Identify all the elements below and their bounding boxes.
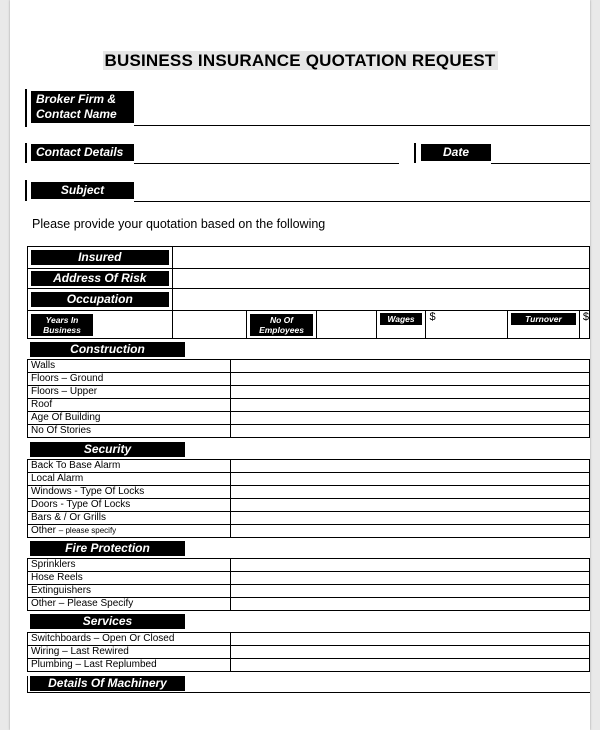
- construction-header: Construction: [30, 342, 185, 357]
- machinery-left-rule: [27, 676, 28, 692]
- document-page: [10, 0, 590, 730]
- table-row-label: Extinguishers: [28, 585, 231, 598]
- table-row-label: Wiring – Last Rewired: [28, 646, 231, 659]
- address-label: Address Of Risk: [31, 271, 169, 286]
- services-switchboards-input[interactable]: [231, 633, 590, 646]
- subject-left-rule: [25, 180, 27, 201]
- security-bars-input[interactable]: [231, 512, 590, 525]
- broker-field-line[interactable]: [134, 125, 590, 126]
- security-other-input[interactable]: [231, 525, 590, 538]
- address-input[interactable]: [172, 269, 589, 289]
- page-title: BUSINESS INSURANCE QUOTATION REQUEST: [104, 51, 496, 70]
- security-table: [27, 459, 590, 538]
- construction-walls-input[interactable]: [231, 360, 590, 373]
- table-row-label: Plumbing – Last Replumbed: [28, 659, 231, 672]
- services-table: [27, 632, 590, 672]
- table-row-label: Local Alarm: [28, 473, 231, 486]
- security-local-alarm-input[interactable]: [231, 473, 590, 486]
- date-field-line[interactable]: [491, 163, 590, 164]
- security-doors-input[interactable]: [231, 499, 590, 512]
- fire-protection-header: Fire Protection: [30, 541, 185, 556]
- insured-input[interactable]: [172, 247, 589, 269]
- table-row-label: No Of Stories: [28, 425, 231, 438]
- insured-label-cell: [28, 247, 173, 269]
- broker-left-rule: [25, 89, 27, 127]
- table-row-label: Switchboards – Open Or Closed: [28, 633, 231, 646]
- subject-field-line[interactable]: [134, 201, 590, 202]
- table-row-label: Windows - Type Of Locks: [28, 486, 231, 499]
- wages-input[interactable]: $: [426, 311, 508, 339]
- employees-label-cell: [247, 311, 317, 339]
- turnover-label-cell: [508, 311, 580, 339]
- services-plumbing-input[interactable]: [231, 659, 590, 672]
- machinery-header: Details Of Machinery: [30, 676, 185, 691]
- table-row-label: Roof: [28, 399, 231, 412]
- contact-left-rule: [25, 143, 27, 163]
- wages-label: Wages: [380, 313, 423, 325]
- services-header: Services: [30, 614, 185, 629]
- construction-age-input[interactable]: [231, 412, 590, 425]
- table-row-label: Floors – Upper: [28, 386, 231, 399]
- years-label: Years In Business: [31, 314, 93, 336]
- wages-label-cell: [376, 311, 426, 339]
- years-input[interactable]: [172, 311, 247, 339]
- fire-other-input[interactable]: [231, 598, 590, 611]
- construction-floors-ground-input[interactable]: [231, 373, 590, 386]
- address-label-cell: [28, 269, 173, 289]
- table-row-label: Sprinklers: [28, 559, 231, 572]
- risk-details-table: [27, 246, 590, 339]
- table-row-label: Bars & / Or Grills: [28, 512, 231, 525]
- machinery-rule: [27, 692, 590, 693]
- contact-details-field-line[interactable]: [134, 163, 399, 164]
- employees-label: No Of Employees: [250, 314, 313, 336]
- security-windows-input[interactable]: [231, 486, 590, 499]
- years-label-cell: [28, 311, 173, 339]
- table-row-label: Other – please specify: [28, 525, 231, 538]
- table-row-label: Hose Reels: [28, 572, 231, 585]
- broker-label: Broker Firm & Contact Name: [31, 91, 134, 123]
- table-row-label: Floors – Ground: [28, 373, 231, 386]
- construction-roof-input[interactable]: [231, 399, 590, 412]
- occupation-label-cell: [28, 289, 173, 311]
- security-header: Security: [30, 442, 185, 457]
- turnover-label: Turnover: [511, 313, 576, 325]
- fire-sprinklers-input[interactable]: [231, 559, 590, 572]
- intro-text: Please provide your quotation based on the following: [32, 217, 326, 231]
- insured-label: Insured: [31, 250, 169, 265]
- table-row-label: Doors - Type Of Locks: [28, 499, 231, 512]
- table-row-label: Age Of Building: [28, 412, 231, 425]
- fire-extinguishers-input[interactable]: [231, 585, 590, 598]
- table-row-label: Other – Please Specify: [28, 598, 231, 611]
- turnover-input[interactable]: $: [579, 311, 589, 339]
- occupation-input[interactable]: [172, 289, 589, 311]
- construction-stories-input[interactable]: [231, 425, 590, 438]
- occupation-label: Occupation: [31, 292, 169, 307]
- security-alarm-input[interactable]: [231, 460, 590, 473]
- contact-details-label: Contact Details: [31, 144, 134, 161]
- date-label: Date: [421, 144, 491, 161]
- table-row-label: Back To Base Alarm: [28, 460, 231, 473]
- construction-table: [27, 359, 590, 438]
- employees-input[interactable]: [316, 311, 376, 339]
- fire-protection-table: [27, 558, 590, 611]
- services-wiring-input[interactable]: [231, 646, 590, 659]
- subject-label: Subject: [31, 182, 134, 199]
- table-row-label: Walls: [28, 360, 231, 373]
- date-left-rule: [414, 143, 416, 163]
- construction-floors-upper-input[interactable]: [231, 386, 590, 399]
- fire-hose-reels-input[interactable]: [231, 572, 590, 585]
